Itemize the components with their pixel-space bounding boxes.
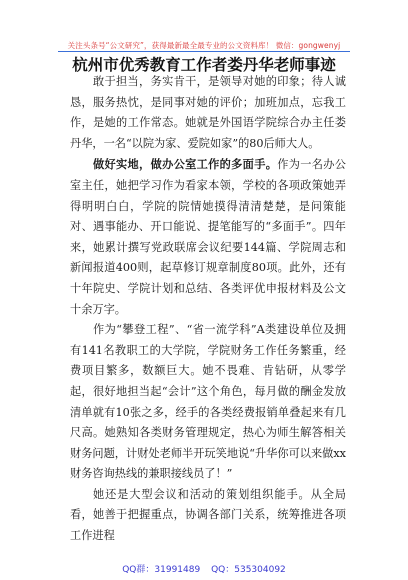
footer-contact (0, 562, 408, 575)
document-body (70, 72, 346, 547)
document-title: 杭州市优秀教育工作者娄丹华老师事迹 (72, 55, 336, 74)
paragraph-2-lead: 做好实地，做办公室工作的多面手。 (93, 157, 278, 172)
footer-qq-group: QQ群：31991489 (122, 565, 201, 575)
header-promo-note: 关注头条号“公文研究”，获得最新最全最专业的公文资料库！ 微信：gongwenyj (67, 41, 341, 50)
paragraph-2 (70, 154, 346, 320)
paragraph-2-rest: 作为一名办公室主任，她把学习作为看家本领，学校的各项政策她弄得明明白白，学院的院情她摸得清清楚楚，是问策能对、遇事能办、开口能说、提笔能写的“多面手”。四年来，她累计撰写党政联席会议纪要144篇、学院周志和新闻报道400则，起草修订规章制度80项。此外，还有十年院史、学院计划和总结、各类评优申报材料及公文十余万字。 (70, 158, 346, 316)
footer-qq: QQ：535304092 (211, 565, 286, 575)
header-divider (58, 51, 350, 52)
paragraph-4: 她还是大型会议和活动的策划组织能手。从全局看，她善于把握重点，协调各部门关系，统筹推进各项工作进程 (70, 487, 346, 543)
paragraph-3: 作为“攀登工程”、“省一流学科”A类建设单位及拥有141名教职工的大学院，学院财务工作任务繁重，经费项目繁多，数额巨大。她不畏难、肯钻研，从零学起，很好地担当起“会计”这个角色，每月做的酬金发放清单就有10张之多，经手的各类经费报销单叠起来有几尺高。她熟知各类财务管理规定，热心为师生解答相关财务问题，计财处老师半开玩笑地说“升华你可以来做xx财务咨询热线的兼职接线员了！” (70, 323, 346, 481)
paragraph-1: 敢于担当，务实肯干，是领导对她的印象；待人诚恳，服务热忱，是同事对她的评价；加班加点，忘我工作，是她的工作常态。她就是外国语学院综合办主任娄丹华，一名“以院为家、爱院如家”的80后师大人。 (70, 75, 346, 150)
